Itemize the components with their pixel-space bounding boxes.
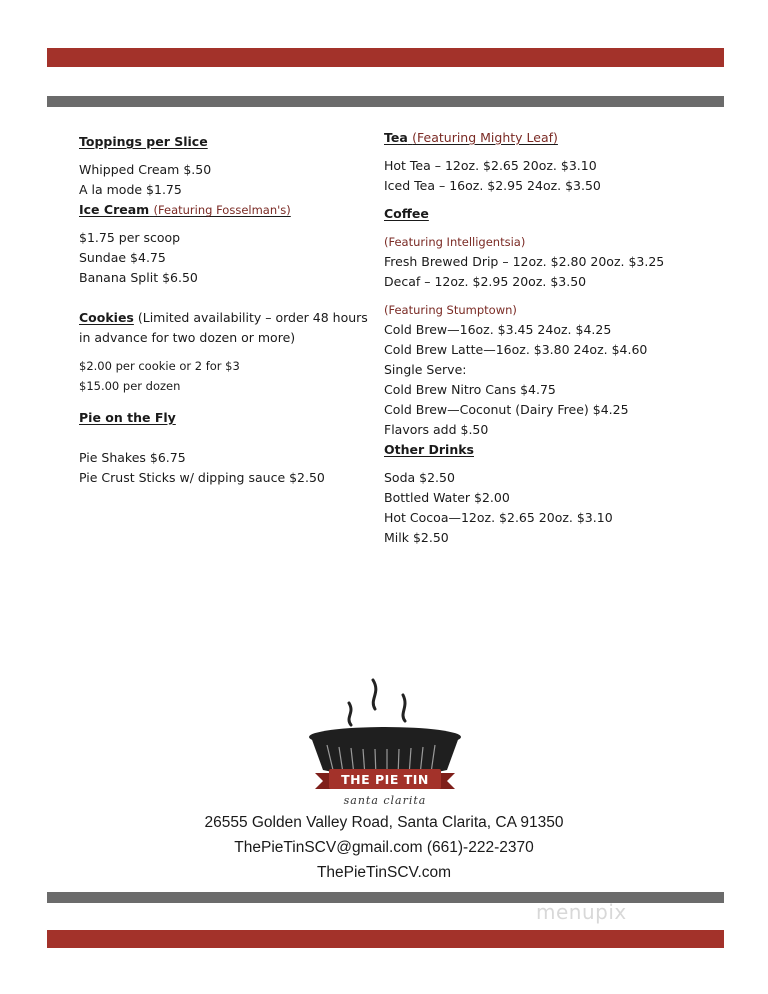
coffee-heading: Coffee — [384, 206, 429, 221]
logo-name: THE PIE TIN — [341, 772, 429, 787]
coffee-featuring-stumptown: (Featuring Stumptown) — [384, 303, 517, 317]
ice-cream-title: Ice Cream — [79, 202, 150, 217]
cookies-heading-block — [79, 308, 369, 328]
menu-item: $2.00 per cookie or 2 for $3 — [79, 359, 240, 373]
website: ThePieTinSCV.com — [316, 864, 452, 881]
menu-item: Decaf – 12oz. $2.95 20oz. $3.50 — [384, 274, 587, 289]
ice-cream-featuring: (Featuring Fosselman's) — [153, 203, 291, 217]
menu-item: Cold Brew Latte—16oz. $3.80 24oz. $4.60 — [384, 342, 648, 357]
right-menu-column — [384, 128, 724, 548]
contact-line: ThePieTinSCV@gmail.com (661)-222-2370 — [234, 839, 534, 856]
menu-item: A la mode $1.75 — [79, 182, 182, 197]
cookies-title: Cookies — [79, 310, 134, 325]
cookies-note-cont: in advance for two dozen or more) — [79, 330, 296, 345]
menu-item: Iced Tea – 16oz. $2.95 24oz. $3.50 — [384, 178, 601, 193]
menu-item: $1.75 per scoop — [79, 230, 181, 245]
top-gray-bar — [47, 96, 724, 107]
pie-on-the-fly-heading: Pie on the Fly — [79, 410, 176, 425]
tea-heading — [384, 128, 724, 148]
tea-featuring: (Featuring Mighty Leaf) — [412, 130, 558, 145]
ice-cream-heading — [79, 200, 369, 220]
bottom-red-bar — [47, 930, 724, 948]
top-red-bar — [47, 48, 724, 67]
menu-item: Pie Crust Sticks w/ dipping sauce $2.50 — [79, 470, 325, 485]
left-menu-column — [79, 132, 369, 488]
menu-item: $15.00 per dozen — [79, 379, 181, 393]
pie-tin-logo-icon — [305, 675, 465, 810]
menu-item: Cold Brew Nitro Cans $4.75 — [384, 382, 556, 397]
menu-item: Sundae $4.75 — [79, 250, 166, 265]
menu-item: Milk $2.50 — [384, 530, 449, 545]
menu-item: Soda $2.50 — [384, 470, 455, 485]
menu-item: Pie Shakes $6.75 — [79, 450, 186, 465]
other-drinks-heading: Other Drinks — [384, 442, 474, 457]
tea-title: Tea — [384, 130, 408, 145]
cookies-note: (Limited availability – order 48 hours — [137, 310, 368, 325]
menu-item: Cold Brew—16oz. $3.45 24oz. $4.25 — [384, 322, 612, 337]
watermark: menupix — [536, 900, 627, 924]
menu-item: Banana Split $6.50 — [79, 270, 198, 285]
address: 26555 Golden Valley Road, Santa Clarita, CA 91350 — [204, 814, 564, 831]
toppings-heading: Toppings per Slice — [79, 134, 208, 149]
coffee-featuring-intelligentsia: (Featuring Intelligentsia) — [384, 235, 526, 249]
menu-item: Whipped Cream $.50 — [79, 162, 212, 177]
menu-item: Fresh Brewed Drip – 12oz. $2.80 20oz. $3.25 — [384, 254, 665, 269]
menu-item: Bottled Water $2.00 — [384, 490, 510, 505]
menu-item: Single Serve: — [384, 362, 467, 377]
menu-item: Cold Brew—Coconut (Dairy Free) $4.25 — [384, 402, 629, 417]
menu-item: Flavors add $.50 — [384, 422, 489, 437]
logo-tagline: santa clarita — [343, 794, 427, 807]
menu-item: Hot Cocoa—12oz. $2.65 20oz. $3.10 — [384, 510, 613, 525]
menu-item: Hot Tea – 12oz. $2.65 20oz. $3.10 — [384, 158, 597, 173]
